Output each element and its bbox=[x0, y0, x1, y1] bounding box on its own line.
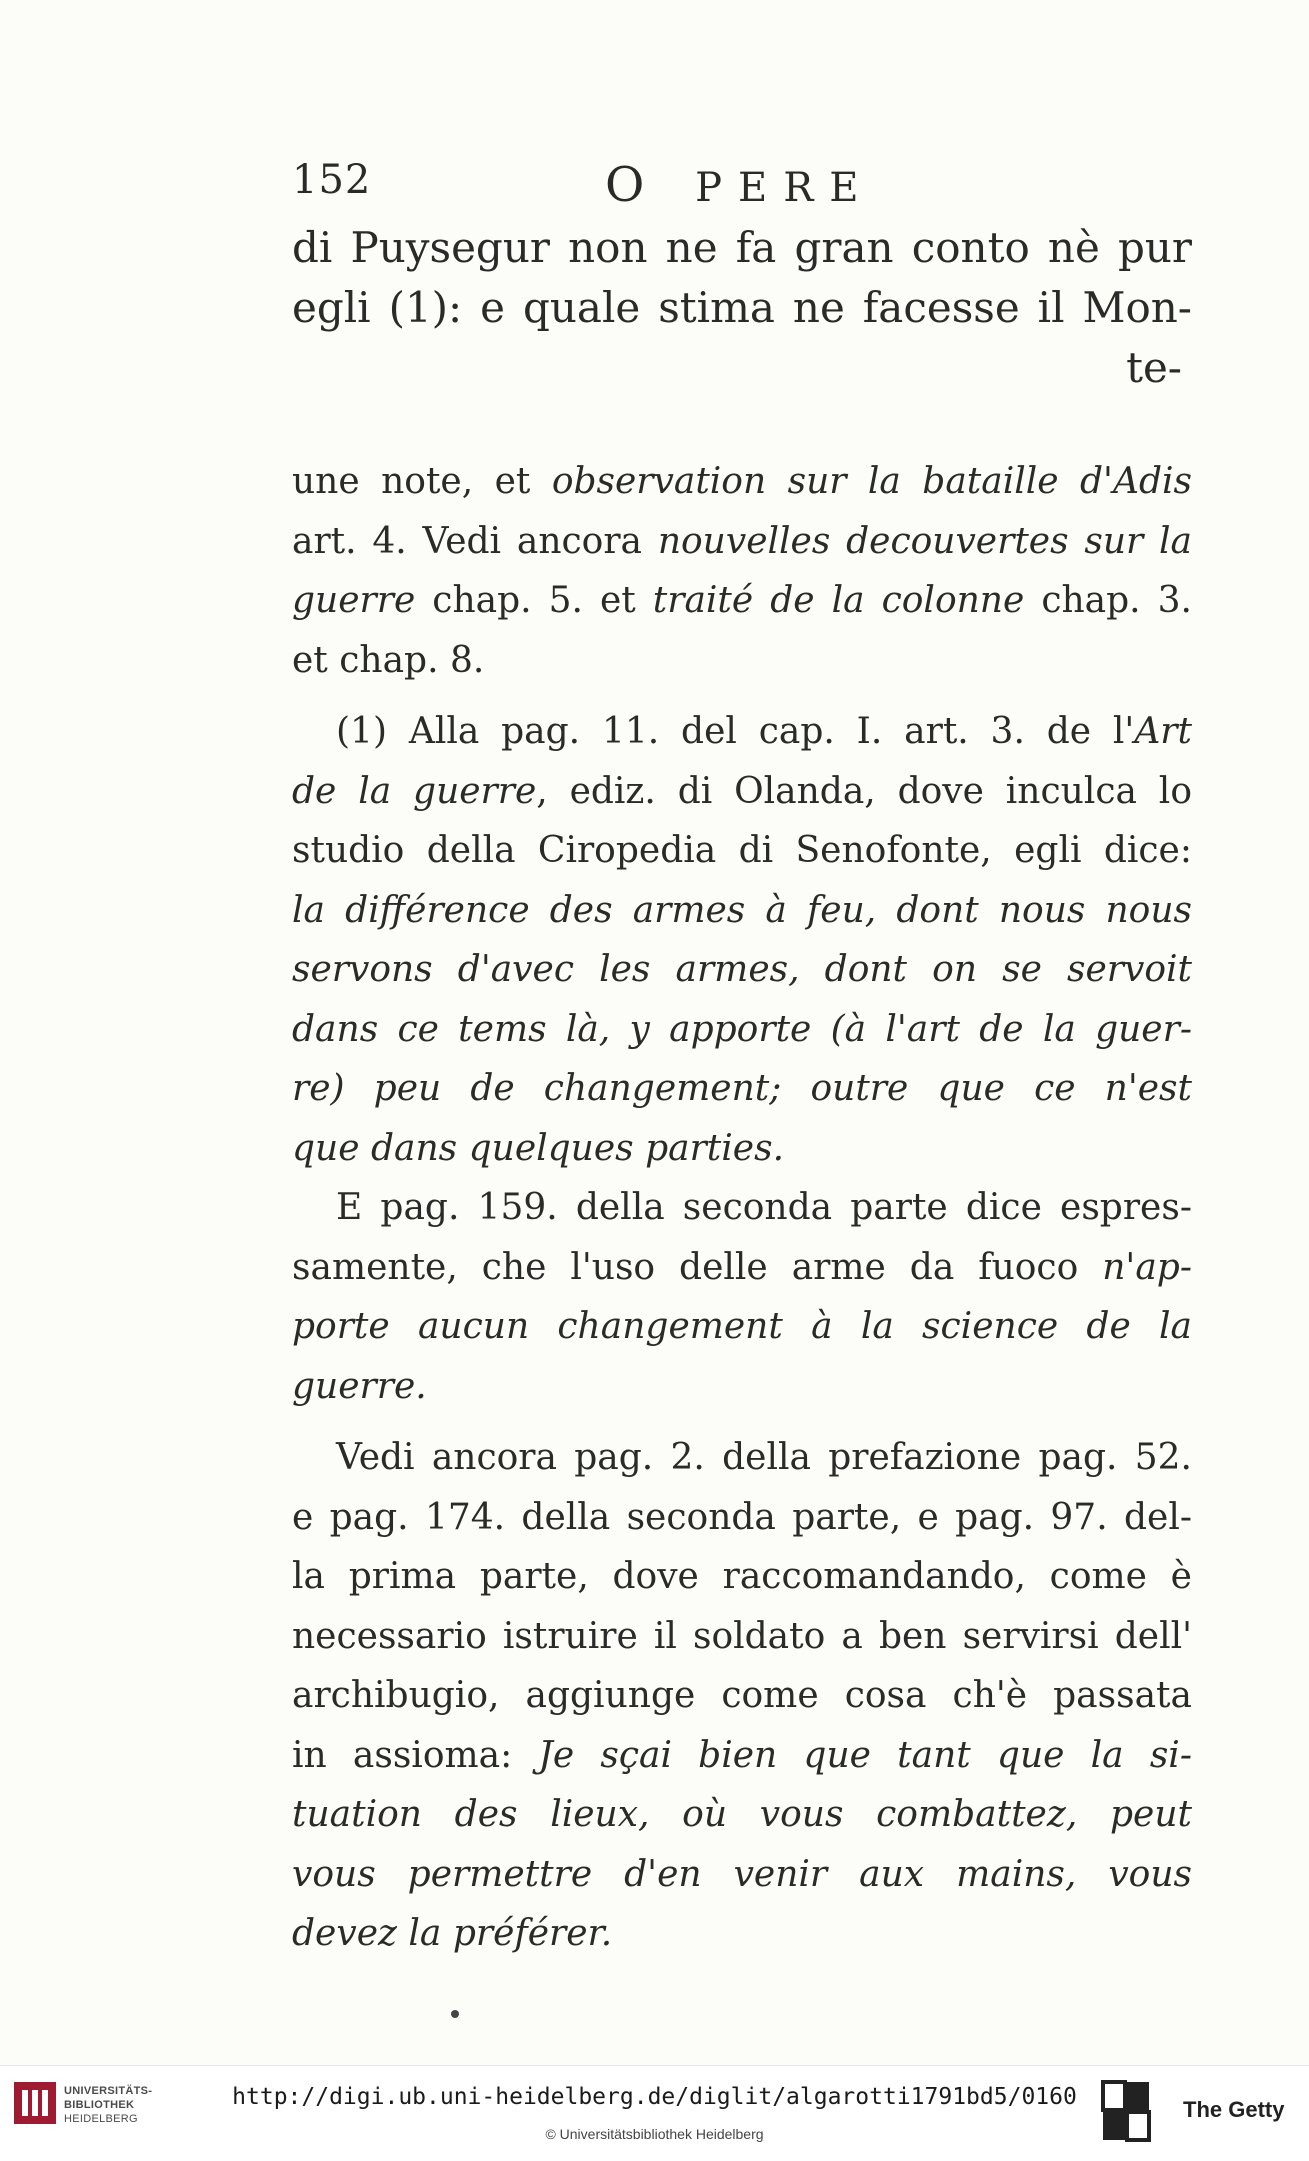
footer-bar bbox=[0, 2065, 1309, 2161]
paragraph: Vedi ancora pag. 2. della prefazione pag. 52. bbox=[336, 1437, 1192, 1478]
footnotes bbox=[292, 452, 1192, 1964]
running-head-initial: O bbox=[605, 157, 667, 213]
main-line: egli (1): e quale stima ne facesse il Mon- bbox=[292, 283, 1192, 332]
note-line: e pag. 174. della seconda parte, e pag. 97. del- bbox=[292, 1496, 1192, 1538]
note-line: la différence des armes à feu, dont nous nous bbox=[292, 889, 1192, 931]
note-line: re) peu de changement; outre que ce n'est bbox=[292, 1068, 1192, 1109]
catchword: te- bbox=[1126, 343, 1182, 392]
note-line: guerre chap. 5. et traité de la colonne chap. 3. bbox=[292, 580, 1192, 621]
note-line: et chap. 8. bbox=[292, 639, 485, 681]
note-line: porte aucun changement à la science de la bbox=[292, 1306, 1192, 1347]
note-line: necessario istruire il soldato a ben servirsi dell' bbox=[292, 1615, 1192, 1657]
note-line: in assioma: Je sçai bien que tant que la si- bbox=[292, 1734, 1192, 1776]
permalink[interactable]: http://digi.ub.uni-heidelberg.de/diglit/algarotti1791bd5/0160 bbox=[232, 2084, 1077, 2110]
note-line: guerre. bbox=[292, 1365, 427, 1407]
note-line: samente, che l'uso delle arme da fuoco n'ap- bbox=[292, 1246, 1192, 1288]
note-line: archibugio, aggiunge come cosa ch'è passata bbox=[292, 1675, 1192, 1716]
note-line: vous permettre d'en venir aux mains, vous bbox=[292, 1853, 1192, 1895]
page-header bbox=[292, 157, 1192, 217]
note-line: devez la préférer. bbox=[292, 1913, 613, 1954]
main-line: di Puysegur non ne fa gran conto nè pur bbox=[292, 223, 1192, 272]
note-line: art. 4. Vedi ancora nouvelles decouvertes sur la bbox=[292, 520, 1192, 562]
copyright-notice: © Universitätsbibliothek Heidelberg bbox=[545, 2126, 764, 2142]
note-line: que dans quelques parties. bbox=[292, 1127, 785, 1169]
footnote-1: (1) Alla pag. 11. del cap. I. art. 3. de l'Art bbox=[336, 711, 1192, 752]
note-line: tuation des lieux, où vous combattez, peut bbox=[292, 1794, 1192, 1835]
running-head bbox=[605, 157, 875, 213]
note-line: une note, et observation sur la bataille d'Adis bbox=[292, 461, 1192, 502]
institution-name: UNIVERSITÄTS- BIBLIOTHEK HEIDELBERG bbox=[64, 2085, 153, 2125]
main-text bbox=[292, 218, 1192, 398]
running-head-rest: PERE bbox=[695, 165, 875, 211]
note-line: servons d'avec les armes, dont on se servoit bbox=[292, 949, 1192, 990]
ink-spot bbox=[451, 2010, 459, 2018]
getty-name: The Getty bbox=[1183, 2097, 1285, 2122]
note-line: de la guerre, ediz. di Olanda, dove inculca lo bbox=[292, 770, 1192, 812]
note-line: la prima parte, dove raccomandando, come è bbox=[292, 1556, 1192, 1597]
page-number: 152 bbox=[292, 157, 372, 203]
note-line: dans ce tems là, y apporte (à l'art de la guer- bbox=[292, 1008, 1192, 1050]
note-line: studio della Ciropedia di Senofonte, egli dice: bbox=[292, 830, 1192, 871]
getty-logo-icon bbox=[1101, 2080, 1151, 2142]
paragraph: E pag. 159. della seconda parte dice espres- bbox=[336, 1187, 1192, 1228]
